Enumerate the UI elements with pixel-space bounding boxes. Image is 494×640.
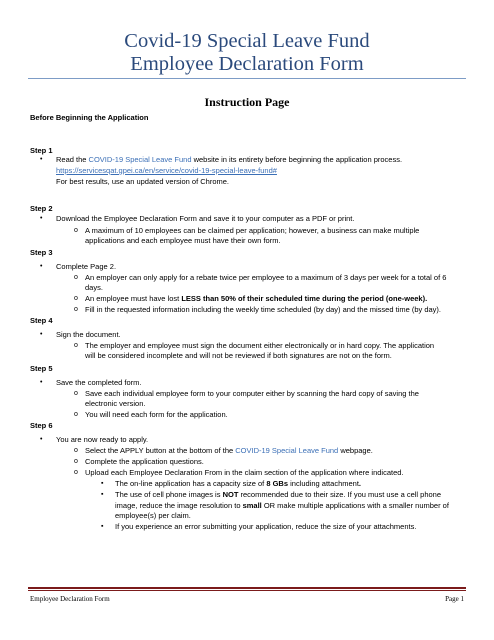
step-6-tertiary-2-line3: employee(s) per claim.: [115, 511, 191, 520]
emphasis-text: small: [242, 501, 262, 510]
bullet-glyph: •: [40, 379, 43, 386]
circle-bullet-glyph: o: [74, 306, 78, 313]
step-6-tertiary-2-line2: [115, 501, 449, 511]
text-segment: Select the APPLY button at the bottom of the: [85, 446, 236, 455]
step-3-heading: Step 3: [30, 248, 53, 257]
step-6-subitem-1: [85, 446, 373, 456]
bullet-glyph: •: [40, 436, 43, 443]
circle-bullet-glyph: o: [74, 447, 78, 454]
step-6-tertiary-3: If you experience an error submitting your application, reduce the size of your attachments.: [115, 522, 417, 531]
step-3-subitem-3: Fill in the requested information including the weekly time scheduled (by day) and the missed time (by day).: [85, 305, 442, 314]
circle-bullet-glyph: o: [74, 342, 78, 349]
step-6-subitem-2: Complete the application questions.: [85, 457, 204, 466]
footer-page-number: Page 1: [445, 595, 464, 603]
text-segment: webpage.: [338, 446, 373, 455]
step-4-subitem-line1: The employer and employee must sign the document either electronically or in hard copy. The application: [85, 341, 435, 350]
step-5-item: Save the completed form.: [56, 378, 142, 387]
circle-bullet-glyph: o: [74, 227, 78, 234]
text-segment: The on-line application has a capacity size of: [115, 479, 267, 488]
step-3-subitem-1-line1: An employer can only apply for a rebate twice per employee to a maximum of 3 days per week for a total of 6: [85, 273, 447, 282]
document-subtitle: Employee Declaration Form: [130, 53, 364, 75]
step-1-item: [56, 155, 402, 165]
document-title: Covid-19 Special Leave Fund: [124, 30, 370, 52]
footer-divider-thick: [28, 587, 466, 589]
step-5-subitem-1-line2: electronic version.: [85, 399, 146, 408]
chrome-note: For best results, use an updated version of Chrome.: [56, 177, 230, 186]
circle-bullet-glyph: o: [74, 469, 78, 476]
bullet-glyph: •: [40, 263, 43, 270]
bullet-glyph: •: [40, 331, 43, 338]
text-segment: including attachment: [288, 479, 359, 488]
step-6-tertiary-1: [115, 479, 361, 489]
instruction-page-title: Instruction Page: [204, 95, 290, 109]
document-header: [0, 30, 494, 76]
square-bullet-glyph: ▪: [101, 523, 104, 530]
step-2-item: Download the Employee Declaration Form and save it to your computer as a PDF or print.: [56, 214, 355, 223]
emphasis-text: LESS than 50% of their scheduled time during the period (one-week).: [181, 294, 428, 303]
covid-fund-link[interactable]: COVID-19 Special Leave Fund: [88, 155, 192, 164]
step-4-heading: Step 4: [30, 316, 53, 325]
step-6-item: You are now ready to apply.: [56, 435, 149, 444]
text-segment: OR make multiple applications with a smaller number of: [261, 501, 449, 510]
fund-url-link[interactable]: https://servicesqat.gpei.ca/en/service/covid-19-special-leave-fund#: [56, 166, 277, 175]
step-4-subitem-line2: will be considered incomplete and will not be reviewed if both signatures are not on the form.: [85, 351, 392, 360]
circle-bullet-glyph: o: [74, 411, 78, 418]
step-3-subitem-1-line2: days.: [85, 283, 103, 292]
step-5-heading: Step 5: [30, 364, 53, 373]
text-segment: website in its entirety before beginning the application process.: [191, 155, 403, 164]
step-2-subitem-line1: A maximum of 10 employees can be claimed per application; however, a business can make multiple: [85, 226, 420, 235]
text-segment: image, reduce the image resolution to: [115, 501, 243, 510]
footer-document-name: Employee Declaration Form: [30, 595, 110, 603]
header-divider: [28, 78, 466, 79]
covid-fund-webpage-link[interactable]: COVID-19 Special Leave Fund: [235, 446, 339, 455]
bullet-glyph: •: [40, 215, 43, 222]
step-2-heading: Step 2: [30, 204, 53, 213]
step-4-item: Sign the document.: [56, 330, 121, 339]
step-3-item: Complete Page 2.: [56, 262, 117, 271]
text-segment: Read the: [56, 155, 89, 164]
text-segment: An employee must have lost: [85, 294, 182, 303]
footer-divider-thin: [28, 590, 466, 591]
step-1-heading: Step 1: [30, 146, 53, 155]
text-segment: recommended due to their size. If you must use a cell phone: [238, 490, 442, 499]
emphasis-text: .: [358, 479, 362, 488]
step-6-tertiary-2-line1: [115, 490, 441, 500]
circle-bullet-glyph: o: [74, 274, 78, 281]
step-5-subitem-2: You will need each form for the application.: [85, 410, 228, 419]
circle-bullet-glyph: o: [74, 295, 78, 302]
step-2-subitem-line2: applications and each employee must have their own form.: [85, 236, 281, 245]
step-6-subitem-3: Upload each Employee Declaration From in the claim section of the application where indicated.: [85, 468, 404, 477]
circle-bullet-glyph: o: [74, 390, 78, 397]
step-5-subitem-1-line1: Save each individual employee form to your computer either by scanning the hard copy of saving the: [85, 389, 419, 398]
text-segment: The use of cell phone images is: [115, 490, 223, 499]
square-bullet-glyph: ▪: [101, 491, 104, 498]
square-bullet-glyph: ▪: [101, 480, 104, 487]
bullet-glyph: •: [40, 156, 43, 163]
emphasis-text: NOT: [222, 490, 239, 499]
before-heading: Before Beginning the Application: [30, 113, 149, 122]
circle-bullet-glyph: o: [74, 458, 78, 465]
emphasis-text: 8 GBs: [266, 479, 289, 488]
step-6-heading: Step 6: [30, 421, 53, 430]
step-3-subitem-2: [85, 294, 427, 304]
